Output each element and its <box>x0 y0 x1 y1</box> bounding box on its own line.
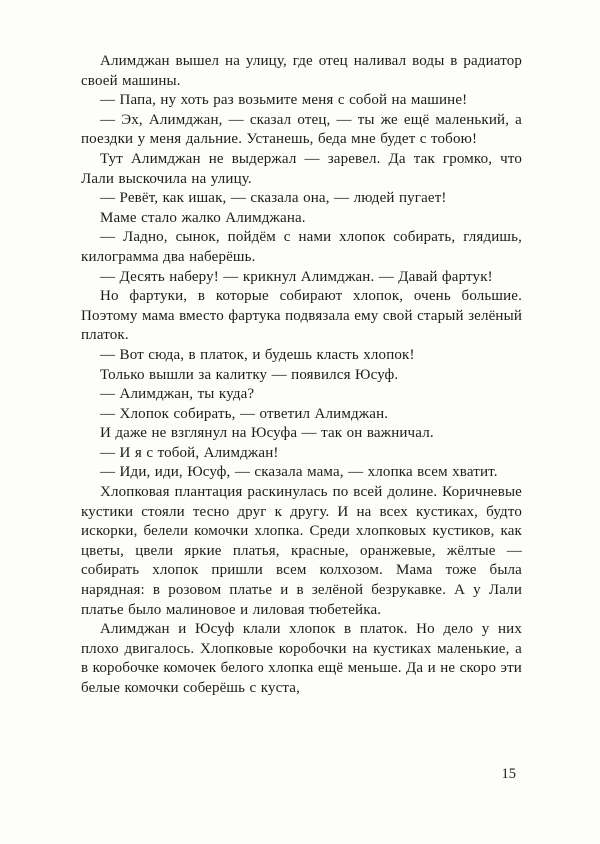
paragraph: — Эх, Алимджан, — сказал отец, — ты же ещё маленький, а поездки у меня дальние. Устанешь, беда мне будет с тобою! <box>81 111 522 148</box>
paragraph: — Иди, иди, Юсуф, — сказала мама, — хлопка всем хватит. <box>100 464 498 481</box>
text-block <box>81 52 522 699</box>
paragraph: Только вышли за калитку — появился Юсуф. <box>100 366 399 383</box>
paragraph: — Вот сюда, в платок, и будешь класть хлопок! <box>100 346 415 363</box>
paragraph: Но фартуки, в которые собирают хлопок, очень большие. Поэтому мама вместо фартука подвязала ему свой старый зелёный платок. <box>81 288 522 344</box>
page-number: 15 <box>501 766 516 782</box>
paragraph: — Хлопок собирать, — ответил Алимджан. <box>100 405 389 422</box>
paragraph: Алимджан вышел на улицу, где отец наливал воды в радиатор своей машины. <box>81 53 522 89</box>
paragraph: — Папа, ну хоть раз возьмите меня с собой на машине! <box>100 92 468 109</box>
paragraph: — Ревёт, как ишак, — сказала она, — людей пугает! <box>100 190 447 207</box>
paragraph: Тут Алимджан не выдержал — заревел. Да так громко, что Лали выскочила на улицу. <box>81 150 522 187</box>
paragraph: И даже не взглянул на Юсуфа — так он важничал. <box>100 425 434 442</box>
paragraph: Маме стало жалко Алимджана. <box>100 209 306 226</box>
paragraph: — Ладно, сынок, пойдём с нами хлопок собирать, глядишь, килограмма два наберёшь. <box>81 229 522 265</box>
paragraph: — Десять наберу! — крикнул Алимджан. — Давай фартук! <box>100 268 493 285</box>
paragraph: Алимджан и Юсуф клали хлопок в платок. Но дело у них плохо двигалось. Хлопковые коробочки на кустиках маленькие, а в коробочке комочек белого хлопка ещё меньше. Да и не скоро эти белые комочки соберёшь с куста, <box>81 621 522 696</box>
paragraph: — Алимджан, ты куда? <box>100 386 255 403</box>
paragraph: — И я с тобой, Алимджан! <box>100 444 279 461</box>
paragraph: Хлопковая плантация раскинулась по всей долине. Коричневые кустики стояли тесно друг к другу. И на всех кустиках, будто искорки, белели комочки хлопка. Среди хлопковых кустиков, как цветы, цвели яркие платья, красные, оранжевые, жёлтые — собирать хлопок пришли всем колхозом. Мама тоже была нарядная: в розовом платье и в зелёной безрукавке. А у Лали платье было малиновое и лиловая тюбетейка. <box>81 484 522 618</box>
